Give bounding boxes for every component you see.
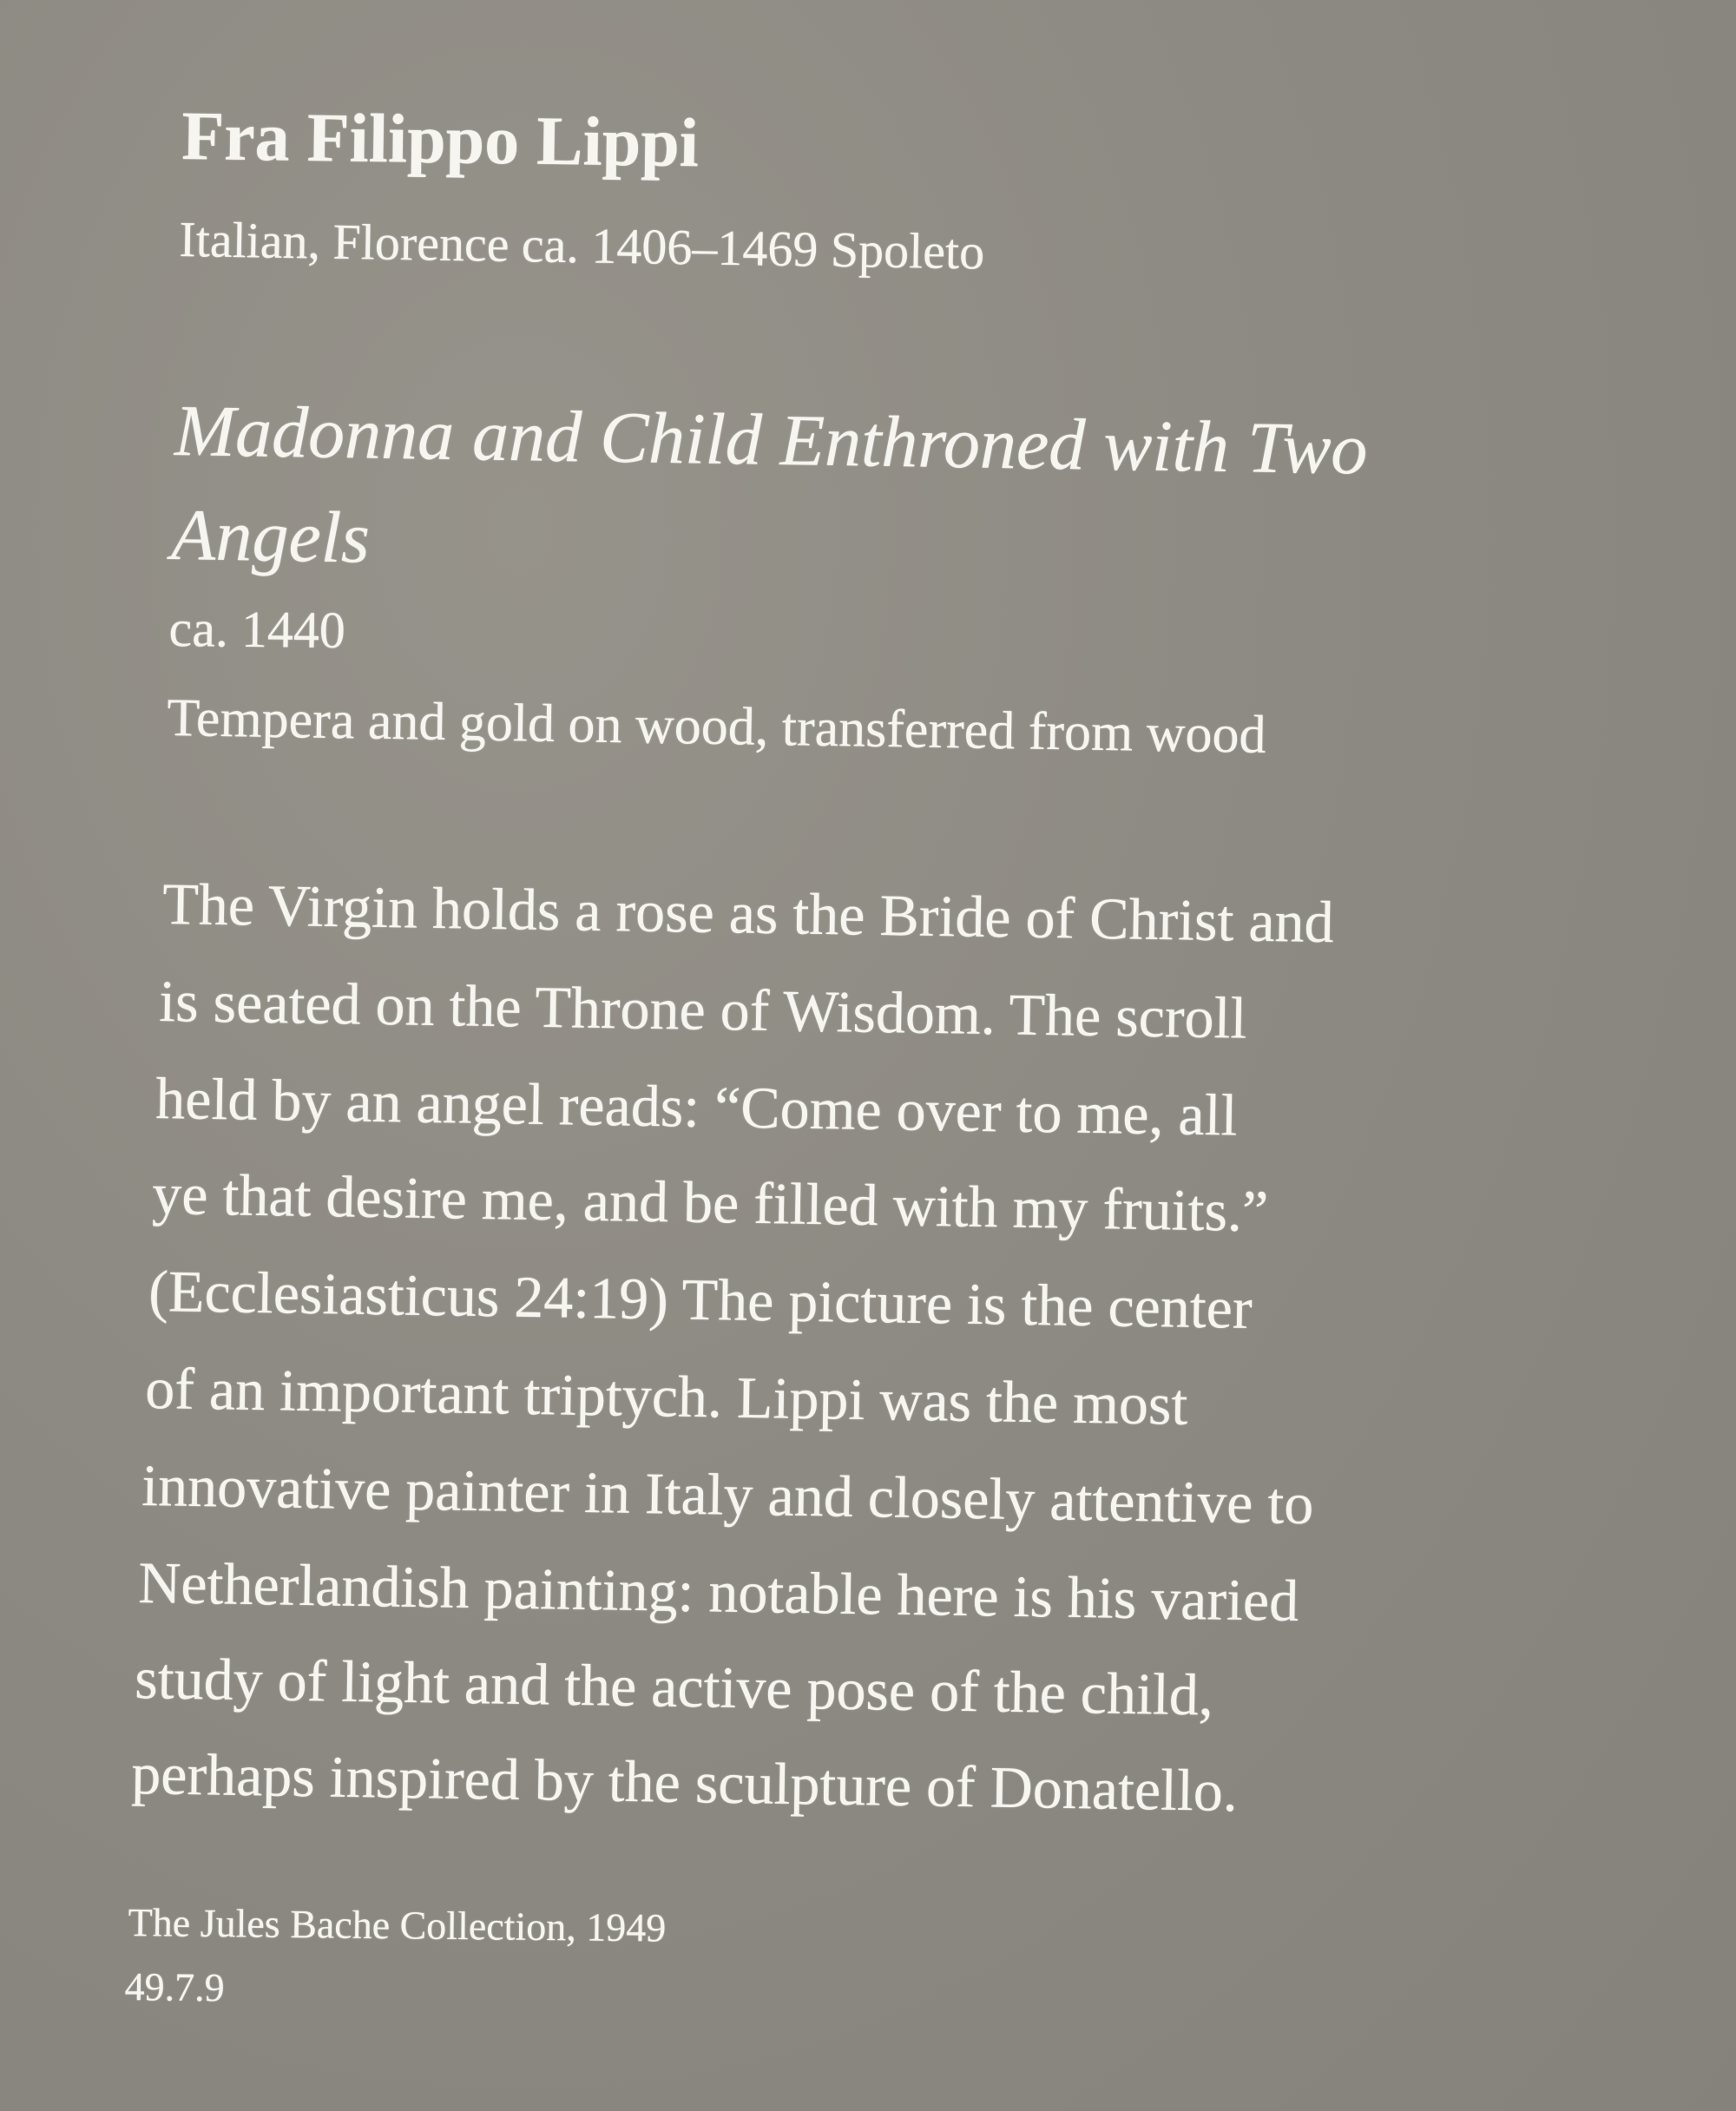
artwork-date: ca. 1440 (168, 599, 346, 660)
description-line: of an important triptych. Lippi was the most (144, 1354, 1188, 1437)
description-line: perhaps inspired by the sculpture of Donatello. (130, 1739, 1239, 1825)
description-line: The Virgin holds a rose as the Bride of Christ and (161, 870, 1335, 956)
artwork-title-line: Madonna and Child Enthroned with Two (174, 390, 1369, 490)
description-line: held by an angel reads: “Come over to me, all (155, 1064, 1239, 1148)
artist-bio: Italian, Florence ca. 1406–1469 Spoleto (178, 210, 985, 280)
description-line: innovative painter in Italy and closely attentive to (141, 1451, 1314, 1537)
description-line: (Ecclesiasticus 24:19) The picture is the center (148, 1257, 1253, 1341)
description-line: study of light and the active pose of the child, (134, 1644, 1214, 1728)
accession-number: 49.7.9 (124, 1964, 225, 2010)
artist-name: Fra Filippo Lippi (181, 97, 700, 182)
artwork-medium: Tempera and gold on wood, transferred from wood (166, 687, 1267, 765)
description-line: Netherlandish painting: notable here is his varied (137, 1549, 1299, 1634)
artwork-title-line: Angels (170, 494, 371, 579)
credit-line: The Jules Bache Collection, 1949 (128, 1900, 667, 1950)
description-line: is seated on the Throne of Wisdom. The scroll (158, 967, 1247, 1051)
description-line: ye that desire me, and be filled with my fruits.” (151, 1160, 1269, 1245)
